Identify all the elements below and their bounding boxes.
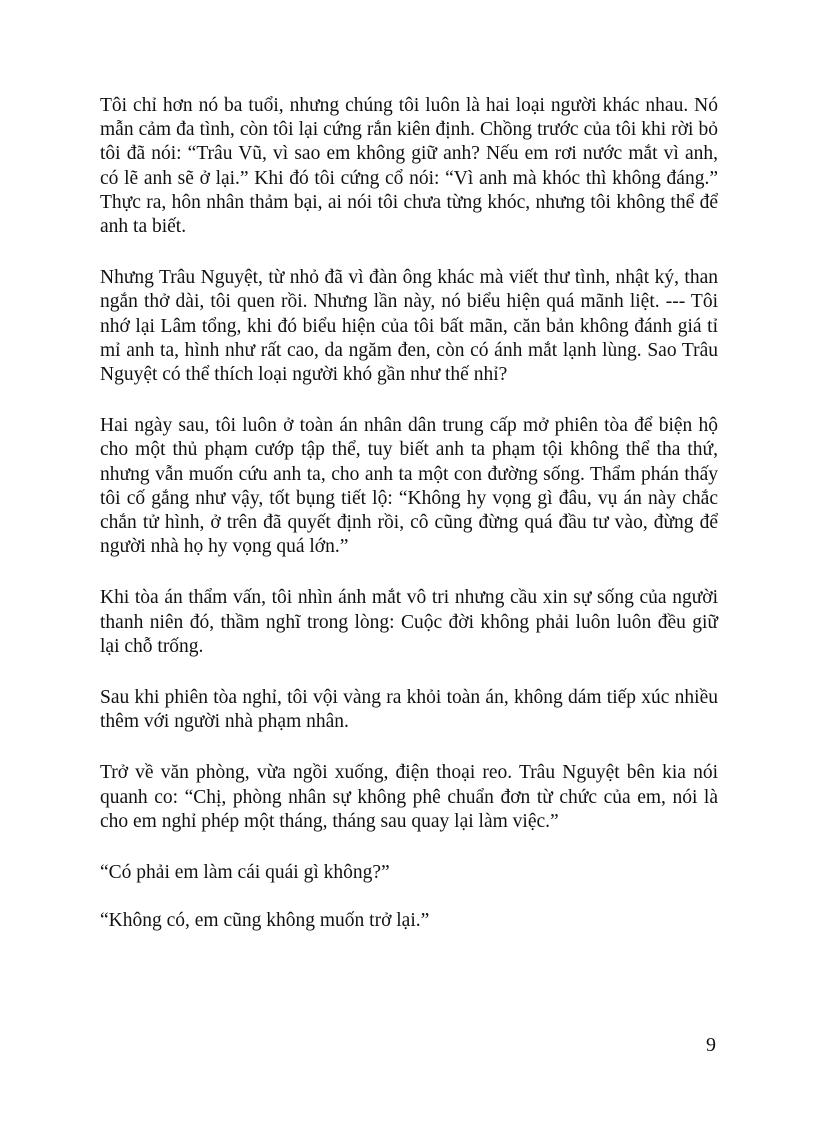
paragraph: Hai ngày sau, tôi luôn ở toàn án nhân dân trung cấp mở phiên tòa để biện hộ cho một thủ phạm cướp tập thể, tuy biết anh ta phạm tội không thể tha thứ, nhưng vẫn muốn cứu anh ta, cho anh ta một con đường sống. Thẩm phán thấy tôi cố gắng như vậy, tốt bụng tiết lộ: “Không hy vọng gì đâu, vụ án này chắc chắn tử hình, ở trên đã quyết định rồi, cô cũng đừng quá đầu tư vào, đừng để người nhà họ hy vọng quá lớn.” (100, 415, 718, 558)
paragraph: Trở về văn phòng, vừa ngồi xuống, điện thoại reo. Trâu Nguyệt bên kia nói quanh co: “Chị, phòng nhân sự không phê chuẩn đơn từ chức của em, nói là cho em nghỉ phép một tháng, tháng sau quay lại làm việc.” (100, 762, 718, 832)
paragraph: “Không có, em cũng không muốn trở lại.” (100, 910, 430, 932)
paragraph: Nhưng Trâu Nguyệt, từ nhỏ đã vì đàn ông khác mà viết thư tình, nhật ký, than ngắn thở dài, tôi quen rồi. Nhưng lần này, nó biểu hiện quá mãnh liệt. --- Tôi nhớ lại Lâm tổng, khi đó biểu hiện của tôi bất mãn, căn bản không đánh giá tỉ mỉ anh ta, hình như rất cao, da ngăm đen, còn có ánh mắt lạnh lùng. Sao Trâu Nguyệt có thể thích loại người khó gần như thế nhỉ? (100, 267, 718, 386)
page-number: 9 (706, 1034, 716, 1056)
body-text (100, 94, 718, 957)
paragraph: “Có phải em làm cái quái gì không?” (100, 862, 390, 884)
paragraph: Sau khi phiên tòa nghỉ, tôi vội vàng ra khỏi toàn án, không dám tiếp xúc nhiều thêm với người nhà phạm nhân. (100, 687, 718, 733)
paragraph: Khi tòa án thẩm vấn, tôi nhìn ánh mắt vô tri nhưng cầu xin sự sống của người thanh niên đó, thầm nghĩ trong lòng: Cuộc đời không phải luôn luôn đều giữ lại chỗ trống. (100, 587, 718, 657)
paragraph: Tôi chỉ hơn nó ba tuổi, nhưng chúng tôi luôn là hai loại người khác nhau. Nó mẫn cảm đa tình, còn tôi lại cứng rắn kiên định. Chồng trước của tôi khi rời bỏ tôi đã nói: “Trâu Vũ, vì sao em không giữ anh? Nếu em rơi nước mắt vì anh, có lẽ anh sẽ ở lại.” Khi đó tôi cứng cổ nói: “Vì anh mà khóc thì không đáng.” Thực ra, hôn nhân thảm bại, ai nói tôi chưa từng khóc, nhưng tôi không thể để anh ta biết. (100, 95, 718, 238)
